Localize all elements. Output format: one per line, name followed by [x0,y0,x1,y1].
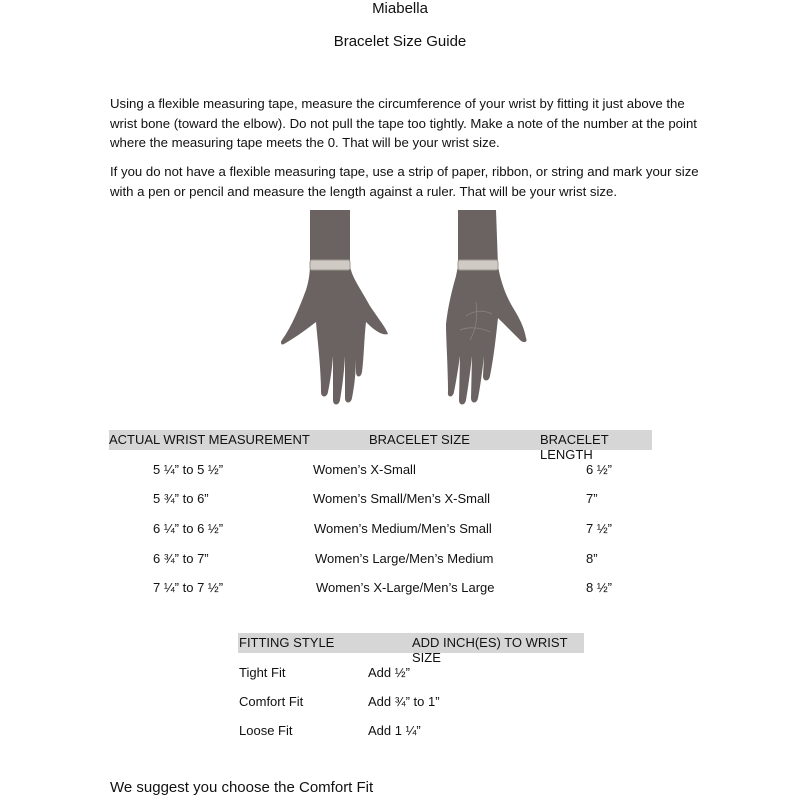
table-row-3-wrist: 6 ¼” to 6 ½” [153,521,224,536]
table-row-4-size: Women’s Large/Men’s Medium [315,551,494,566]
header-wrist-measurement: ACTUAL WRIST MEASUREMENT [109,432,310,447]
hands-with-bracelets-icon [270,206,540,421]
table-row-3-length: 7 ½” [586,521,613,536]
table-row-5-wrist: 7 ¼” to 7 ½” [153,580,224,595]
brand-name: Miabella [372,0,428,17]
table-row-3-size: Women’s Medium/Men’s Small [314,521,492,536]
table-row-5-length: 8 ½” [586,580,613,595]
instruction-paragraph-paper: If you do not have a flexible measuring tape, use a strip of paper, ribbon, or string and mark your size with a pen or pencil and measure the length against a ruler. That will be your wrist size. [110,164,699,199]
table-row-5-size: Women’s X-Large/Men’s Large [316,580,495,595]
header-bracelet-size: BRACELET SIZE [369,432,470,447]
table-row-4-length: 8” [586,551,598,566]
table-row-2-length: 7” [586,491,598,506]
header-fitting-style: FITTING STYLE [239,635,335,650]
fit-row-loose-style: Loose Fit [239,723,293,738]
fit-row-comfort-style: Comfort Fit [239,694,304,709]
comfort-fit-suggestion: We suggest you choose the Comfort Fit [110,779,374,796]
table-row-1-wrist: 5 ¼” to 5 ½” [153,462,224,477]
table-row-2-size: Women’s Small/Men’s X-Small [313,491,490,506]
fit-row-loose-add: Add 1 ¼” [368,723,421,738]
fit-row-tight-style: Tight Fit [239,665,286,680]
instruction-paragraph-tape: Using a flexible measuring tape, measure the circumference of your wrist by fitting it just above the wrist bone (toward the elbow). Do not pull the tape too tightly. Make a note of the number at the point where the measuring tape meets the 0. That will be your wrist size. [110,96,697,150]
fit-table-header [238,633,584,665]
table-row-1-length: 6 ½” [586,462,613,477]
table-row-1-size: Women’s X-Small [313,462,416,477]
header-bracelet-length: BRACELET LENGTH [540,432,609,462]
table-row-4-wrist: 6 ¾” to 7” [153,551,209,566]
header-add-inches: ADD INCH(ES) TO WRIST SIZE [412,635,568,665]
page-title: Bracelet Size Guide [333,33,467,50]
size-table-header [109,430,652,462]
fit-row-comfort-add: Add ¾” to 1” [368,694,440,709]
table-row-2-wrist: 5 ¾” to 6” [153,491,209,506]
fit-row-tight-add: Add ½” [368,665,410,680]
